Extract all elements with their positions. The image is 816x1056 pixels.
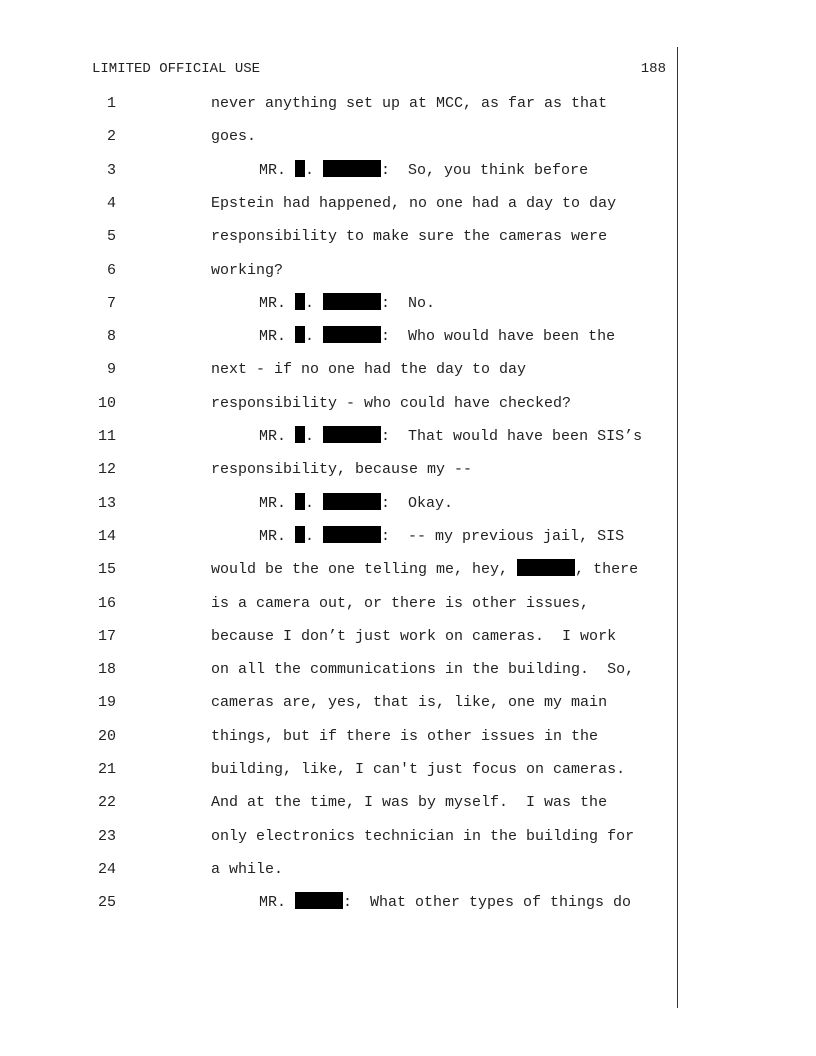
transcript-line: [0, 692, 816, 714]
line-number: 13: [97, 494, 116, 512]
line-number: 10: [97, 394, 116, 412]
line-text: [211, 126, 256, 148]
classification-header: LIMITED OFFICIAL USE: [92, 61, 261, 77]
text-segment: .: [305, 328, 324, 346]
line-text: [211, 393, 571, 415]
line-number: 24: [97, 860, 116, 878]
transcript-line: [0, 659, 816, 681]
text-segment: , there: [575, 561, 639, 579]
line-number: 22: [97, 794, 116, 812]
text-segment: MR.: [259, 294, 296, 312]
text-segment: only electronics technician in the building for: [211, 827, 635, 845]
text-segment: .: [305, 161, 324, 179]
line-number: 21: [97, 761, 116, 778]
transcript-line: [0, 426, 816, 448]
text-segment: MR.: [259, 328, 296, 346]
text-segment: : -- my previous jail, SIS: [381, 527, 625, 545]
line-text: [259, 892, 631, 914]
line-number: 11: [97, 428, 116, 445]
line-text: [259, 426, 642, 448]
line-number: 20: [97, 727, 116, 745]
redaction-box: [323, 426, 381, 443]
text-segment: on all the communications in the building. So,: [211, 661, 635, 679]
line-text: [211, 459, 472, 481]
redaction-box: [323, 293, 381, 310]
redaction-box: [295, 493, 305, 510]
text-segment: And at the time, I was by myself. I was the: [211, 794, 608, 812]
transcript-line: [0, 759, 816, 781]
transcript-line: [0, 459, 816, 481]
line-number: 12: [97, 461, 116, 479]
transcript-line: [0, 393, 816, 415]
line-text: [211, 726, 598, 748]
transcript-line: [0, 626, 816, 648]
transcript-line: [0, 826, 816, 848]
line-number: 16: [97, 594, 116, 612]
text-segment: responsibility to make sure the cameras were: [211, 228, 608, 246]
text-segment: .: [305, 428, 324, 445]
line-number: 1: [106, 95, 116, 112]
line-text: [211, 359, 526, 381]
transcript-line: [0, 293, 816, 315]
redaction-box: [295, 426, 305, 443]
text-segment: Epstein had happened, no one had a day to day: [211, 194, 617, 212]
line-number: 3: [106, 161, 116, 179]
line-number: 4: [106, 194, 116, 212]
text-segment: next - if no one had the day to day: [211, 361, 527, 379]
line-number: 15: [97, 561, 116, 579]
text-segment: never anything set up at MCC, as far as that: [211, 95, 608, 112]
line-text: [211, 626, 616, 648]
text-segment: MR.: [259, 894, 296, 912]
line-text: [259, 526, 624, 548]
text-segment: .: [305, 494, 324, 512]
line-text: [211, 93, 607, 115]
line-number: 14: [97, 527, 116, 545]
redaction-box: [323, 526, 381, 543]
text-segment: .: [305, 527, 324, 545]
transcript-line: [0, 193, 816, 215]
line-text: [259, 160, 588, 182]
redaction-box: [323, 326, 381, 343]
text-segment: : No.: [381, 294, 436, 312]
text-segment: responsibility, because my --: [211, 461, 473, 479]
redaction-box: [323, 160, 381, 177]
line-number: 5: [106, 228, 116, 246]
transcript-line: [0, 493, 816, 515]
transcript-line: [0, 326, 816, 348]
text-segment: : What other types of things do: [343, 894, 632, 912]
line-text: [211, 859, 283, 881]
text-segment: MR.: [259, 161, 296, 179]
transcript-line: [0, 226, 816, 248]
text-segment: MR.: [259, 428, 296, 445]
transcript-line: [0, 160, 816, 182]
transcript-line: [0, 792, 816, 814]
line-text: [211, 792, 607, 814]
text-segment: things, but if there is other issues in the: [211, 727, 599, 745]
line-text: [211, 659, 634, 681]
text-segment: goes.: [211, 128, 257, 146]
redaction-box: [295, 892, 343, 909]
line-text: [259, 493, 453, 515]
line-text: [211, 226, 607, 248]
redaction-box: [295, 526, 305, 543]
transcript-line: [0, 526, 816, 548]
text-segment: responsibility - who could have checked?: [211, 394, 572, 412]
line-number: 25: [97, 894, 116, 912]
line-number: 17: [97, 627, 116, 645]
text-segment: building, like, I can't just focus on cameras.: [211, 761, 626, 778]
transcript-line: [0, 892, 816, 914]
line-text: [259, 326, 615, 348]
line-number: 9: [106, 361, 116, 379]
redaction-box: [323, 493, 381, 510]
line-text: [211, 826, 634, 848]
transcript-line: [0, 359, 816, 381]
line-text: [211, 260, 283, 282]
line-number: 7: [106, 294, 116, 312]
text-segment: .: [305, 294, 324, 312]
redaction-box: [517, 559, 575, 576]
text-segment: a while.: [211, 860, 284, 878]
redaction-box: [295, 326, 305, 343]
text-segment: working?: [211, 261, 284, 279]
text-segment: MR.: [259, 494, 296, 512]
redaction-box: [295, 293, 305, 310]
line-number: 18: [97, 661, 116, 679]
text-segment: : So, you think before: [381, 161, 589, 179]
transcript-line: [0, 593, 816, 615]
line-number: 23: [97, 827, 116, 845]
text-segment: because I don’t just work on cameras. I work: [211, 627, 617, 645]
line-text: [211, 692, 607, 714]
line-number: 8: [106, 328, 116, 346]
line-text: [211, 559, 638, 581]
line-number: 6: [106, 261, 116, 279]
transcript-line: [0, 559, 816, 581]
text-segment: : That would have been SIS’s: [381, 428, 643, 445]
text-segment: MR.: [259, 527, 296, 545]
text-segment: : Okay.: [381, 494, 454, 512]
transcript-line: [0, 726, 816, 748]
line-text: [259, 293, 435, 315]
line-number: 2: [106, 128, 116, 146]
transcript-line: [0, 260, 816, 282]
line-text: [211, 759, 625, 781]
line-text: [211, 193, 616, 215]
text-segment: cameras are, yes, that is, like, one my main: [211, 694, 608, 712]
line-number: 19: [97, 694, 116, 712]
text-segment: : Who would have been the: [381, 328, 616, 346]
page-number: 188: [640, 61, 666, 77]
text-segment: is a camera out, or there is other issues,: [211, 594, 590, 612]
redaction-box: [295, 160, 305, 177]
text-segment: would be the one telling me, hey,: [211, 561, 518, 579]
transcript-line: [0, 93, 816, 115]
transcript-line: [0, 859, 816, 881]
transcript-line: [0, 126, 816, 148]
line-text: [211, 593, 589, 615]
